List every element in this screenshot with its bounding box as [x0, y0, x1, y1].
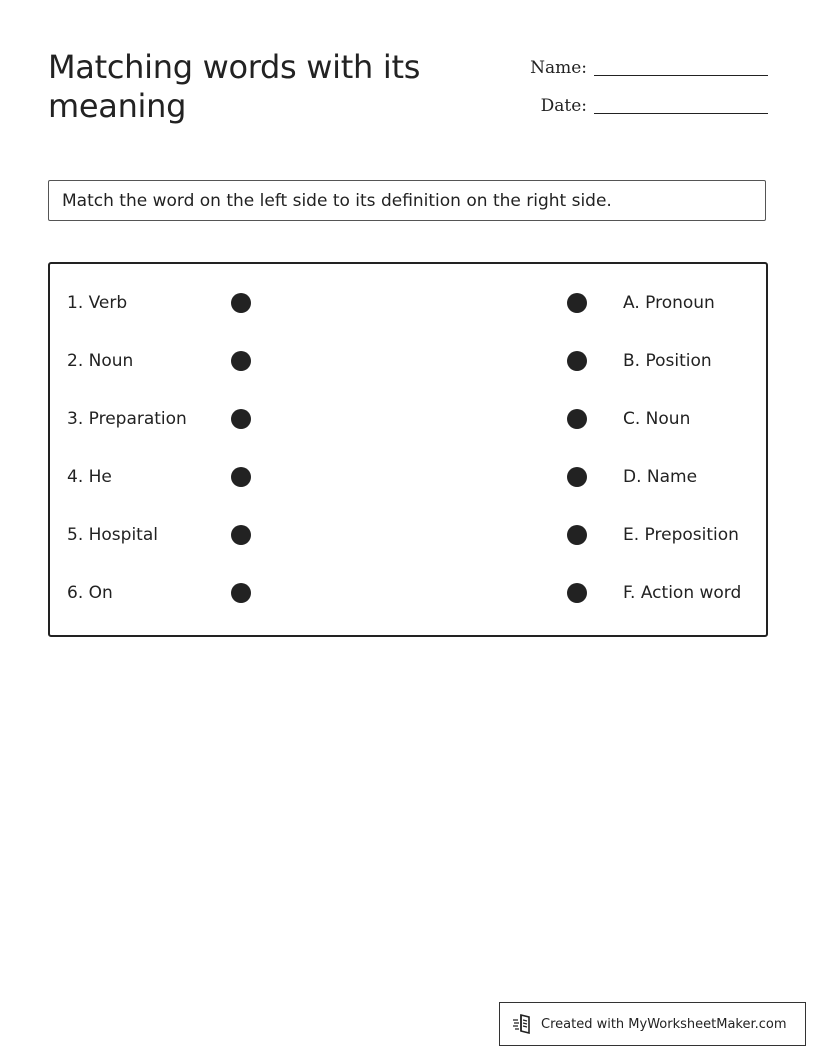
right-dot[interactable]	[567, 583, 587, 603]
match-row	[50, 520, 766, 550]
match-row	[50, 578, 766, 608]
student-info	[530, 52, 768, 128]
right-dot[interactable]	[567, 293, 587, 313]
left-dot[interactable]	[231, 583, 251, 603]
left-dot[interactable]	[231, 293, 251, 313]
right-definition: B. Position	[623, 351, 712, 371]
date-row	[530, 90, 768, 116]
left-word: 2. Noun	[67, 351, 134, 371]
left-word: 5. Hospital	[67, 525, 158, 545]
footer-credit[interactable]	[499, 1002, 806, 1046]
right-dot[interactable]	[567, 351, 587, 371]
page-title: Matching words with its meaning	[48, 48, 421, 125]
name-line[interactable]	[594, 59, 768, 76]
name-label: Name:	[530, 58, 587, 78]
left-word: 3. Preparation	[67, 409, 187, 429]
left-dot[interactable]	[231, 525, 251, 545]
right-definition: C. Noun	[623, 409, 691, 429]
left-dot[interactable]	[231, 409, 251, 429]
left-word: 1. Verb	[67, 293, 128, 313]
match-row	[50, 404, 766, 434]
book-logo-icon	[512, 1012, 536, 1036]
right-dot[interactable]	[567, 467, 587, 487]
left-dot[interactable]	[231, 467, 251, 487]
instructions-box: Match the word on the left side to its definition on the right side.	[48, 180, 766, 221]
left-word: 6. On	[67, 583, 113, 603]
right-definition: D. Name	[623, 467, 698, 487]
match-row	[50, 346, 766, 376]
match-row	[50, 462, 766, 492]
right-definition: A. Pronoun	[623, 293, 715, 313]
date-line[interactable]	[594, 97, 768, 114]
right-definition: F. Action word	[623, 583, 742, 603]
date-label: Date:	[540, 96, 587, 116]
matching-box	[48, 262, 768, 637]
footer-text: Created with MyWorksheetMaker.com	[541, 1016, 787, 1032]
left-dot[interactable]	[231, 351, 251, 371]
name-row	[530, 52, 768, 78]
right-definition: E. Preposition	[623, 525, 739, 545]
right-dot[interactable]	[567, 409, 587, 429]
right-dot[interactable]	[567, 525, 587, 545]
left-word: 4. He	[67, 467, 112, 487]
match-row	[50, 288, 766, 318]
